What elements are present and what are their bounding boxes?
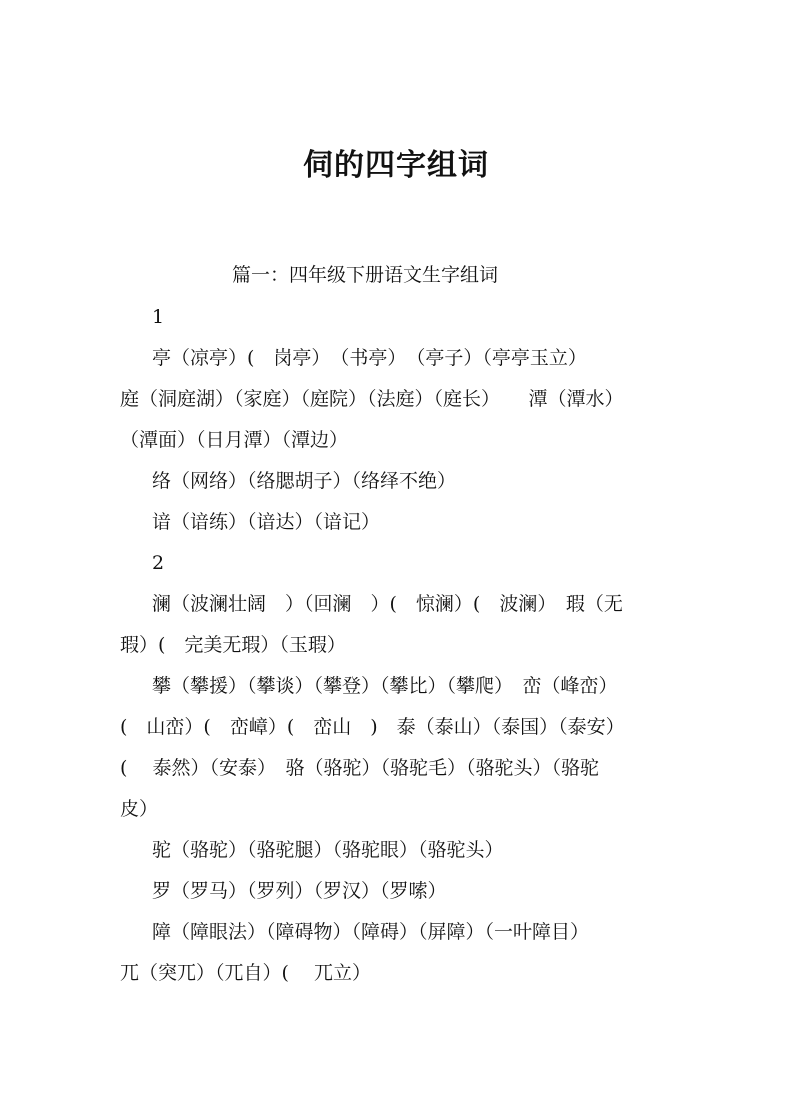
body-line: 庭（洞庭湖）（家庭）（庭院）（法庭）（庭长） 潭（潭水）	[120, 388, 624, 410]
document-subtitle: 篇一：四年级下册语文生字组词	[232, 264, 499, 286]
body-line: 澜（波澜壮阔 ）（回澜 ）( 惊澜）( 波澜） 瑕（无	[152, 593, 623, 615]
body-line: ( 山峦）( 峦嶂）( 峦山 ) 泰（泰山）（泰国）（泰安）	[120, 716, 625, 738]
body-line: 瑕）( 完美无瑕）（玉瑕）	[120, 634, 346, 656]
body-line: ( 泰然）（安泰） 骆（骆驼）（骆驼毛）（骆驼头）（骆驼	[120, 757, 599, 779]
body-line: 谙（谙练）（谙达）（谙记）	[152, 511, 381, 533]
body-line: 亭（凉亭）( 岗亭） （书亭） （亭子）（亭亭玉立）	[152, 347, 587, 369]
body-line: 障（障眼法）（障碍物）（障碍）（屏障）（一叶障目）	[152, 921, 590, 943]
document-body	[120, 297, 675, 994]
body-line: 1	[152, 306, 165, 328]
body-line: 罗（罗马）（罗列）（罗汉）（罗嗦）	[152, 880, 447, 902]
body-line: 皮）	[120, 798, 159, 820]
body-line: （潭面）（日月潭）（潭边）	[120, 429, 349, 451]
document-title: 伺的四字组词	[303, 148, 489, 183]
body-line: 兀（突兀）（兀自）( 兀立）	[120, 962, 371, 984]
body-line: 2	[152, 552, 165, 574]
body-line: 攀（攀援）（攀谈）（攀登）（攀比）（攀爬） 峦（峰峦）	[152, 675, 618, 697]
body-line: 络（网络）（络腮胡子）（络绎不绝）	[152, 470, 457, 492]
body-line: 驼（骆驼）（骆驼腿）（骆驼眼）（骆驼头）	[152, 839, 504, 861]
